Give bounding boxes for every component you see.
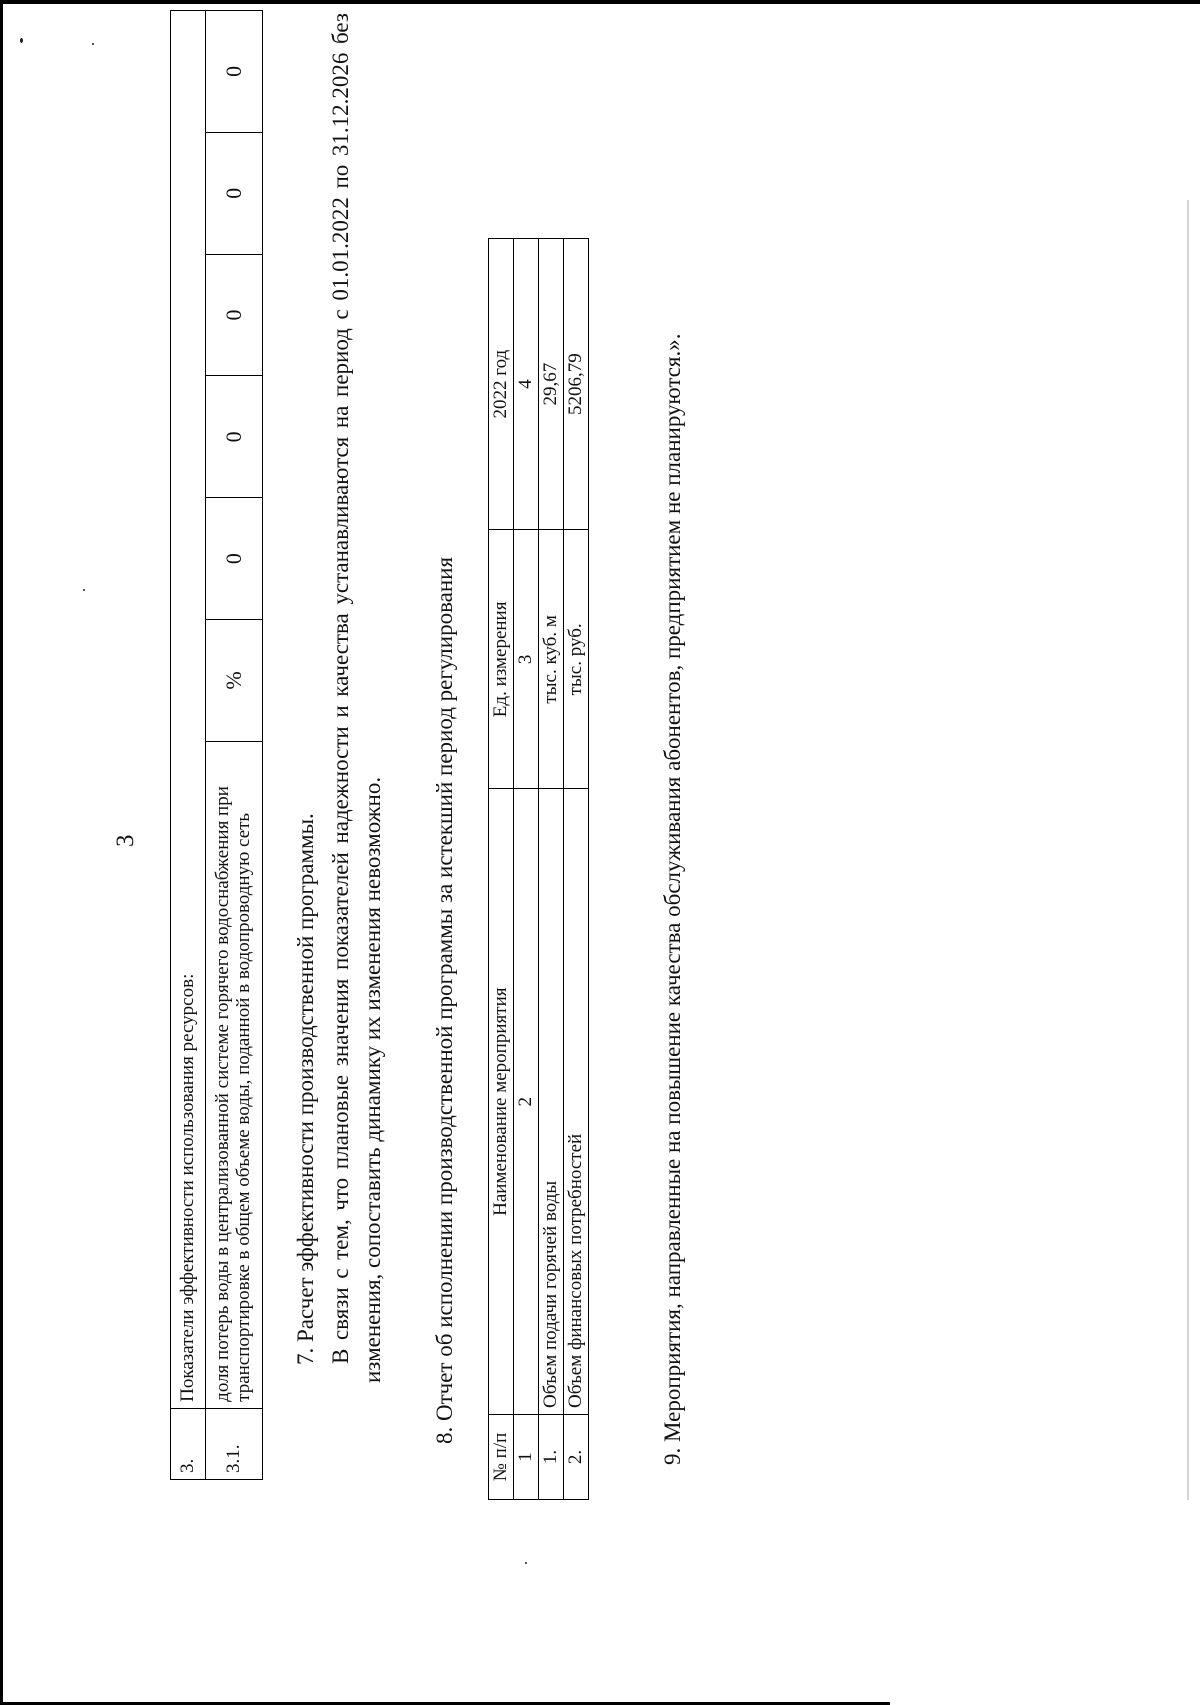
column-header: Ед. измерения (489, 530, 514, 789)
value-cell: 0 (206, 254, 263, 376)
section9-heading: 9. Мероприятия, направленные на повышение качества обслуживания абонентов, предприятием не планируются.». (660, 333, 685, 1465)
section7-heading: 7. Расчет эффективности производственной программы. (293, 813, 318, 1365)
table-header-row (489, 239, 514, 1500)
section8-heading: 8. Отчет об исполнении производственной программы за истекший период регулирования (432, 556, 457, 1444)
unit-cell: тыс. руб. (564, 530, 589, 789)
column-header: 2022 год (489, 239, 514, 530)
indicator-name: доля потерь воды в централизованной системе горячего водоснабжения при транспортировке в общем объеме воды, поданной в водопроводную сеть (206, 741, 263, 1408)
activity-name: Объем финансовых потребностей (564, 789, 589, 1414)
program-report-table (488, 238, 589, 1500)
unit-cell: тыс. куб. м (539, 530, 564, 789)
value-cell: 0 (206, 376, 263, 498)
table-row (171, 11, 206, 1480)
unit-cell: % (206, 620, 263, 742)
activity-name: Объем подачи горячей воды (539, 789, 564, 1414)
index-cell: 1 (514, 1414, 539, 1499)
index-cell: 2 (514, 789, 539, 1414)
value-cell: 0 (206, 11, 263, 133)
value-cell: 29,67 (539, 239, 564, 530)
row-number: 2. (564, 1414, 589, 1499)
column-header: № п/п (489, 1414, 514, 1499)
group-name: Показатели эффективности использования ресурсов: (171, 11, 206, 1409)
page-number: 3 (112, 834, 139, 847)
index-cell: 3 (514, 530, 539, 789)
resource-efficiency-table (170, 10, 263, 1480)
table-index-row (514, 239, 539, 1500)
value-cell: 0 (206, 132, 263, 254)
table-row (206, 11, 263, 1480)
row-number: 3.1. (206, 1408, 263, 1479)
table-row (564, 239, 589, 1500)
index-cell: 4 (514, 239, 539, 530)
value-cell: 0 (206, 498, 263, 620)
column-header: Наименование мероприятия (489, 789, 514, 1414)
section7-paragraph: В связи с тем, что плановые значения показателей надежности и качества устанавливаются на период с 01.01.2022 по 31.12.2026 без изменения, сопоставить динамику их изменения невозможно. (328, 13, 385, 1383)
row-number: 1. (539, 1414, 564, 1499)
value-cell: 5206,79 (564, 239, 589, 530)
group-number: 3. (171, 1408, 206, 1479)
table-row (539, 239, 564, 1500)
